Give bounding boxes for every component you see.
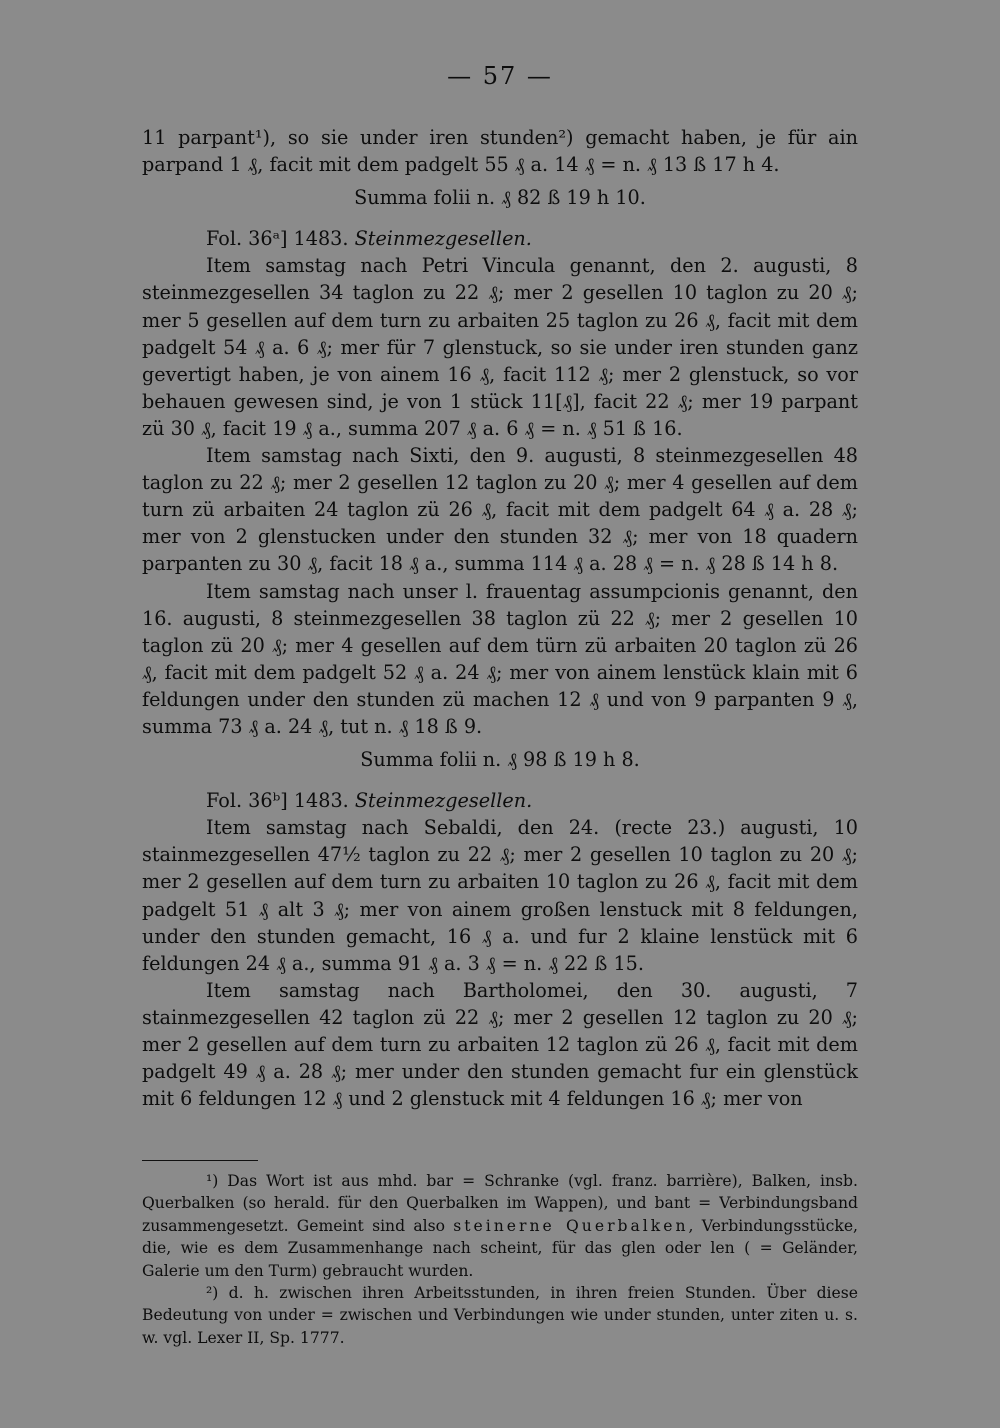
- footnote-emphasis: steinerne Querbalken: [453, 1216, 689, 1235]
- folio-title: Steinmezgesellen.: [354, 227, 532, 251]
- summa-line: Summa folii n. ₰ 98 ß 19 h 8.: [360, 748, 640, 772]
- paragraph: 11 parpant¹), so sie under iren stunden²) gemacht haben, je für ain parpand 1 ₰, facit mit dem padgelt 55 ₰ a. 14 ₰ = n. ₰ 13 ß 17 h 4.: [142, 126, 858, 177]
- footnote-text: ²) d. h. zwischen ihren Arbeitsstunden, in ihren freien Stunden. Über diese Bedeutung von under = zwischen und Verbindungen wie under stunden, unter ziten u. s. w. vgl. Lexer II, Sp. 1777.: [142, 1284, 858, 1347]
- folio-title: Steinmezgesellen.: [354, 789, 533, 813]
- folio-label: Fol. 36ᵃ] 1483.: [206, 227, 349, 251]
- folio-heading: [142, 787, 858, 814]
- footnote-divider: [142, 1160, 258, 1161]
- paragraph: Item samstag nach Sebaldi, den 24. (recte 23.) augusti, 10 stainmezgesellen 47½ taglon zu 22 ₰; mer 2 gesellen 10 taglon zu 20 ₰; mer 2 gesellen auf dem turn zu arbaiten 10 taglon zu 26 ₰, facit mit dem padgelt 51 ₰ alt 3 ₰; mer von ainem großen lenstuck mit 8 feldungen, under den stunden gemacht, 16 ₰ a. und fur 2 klaine lenstück mit 6 feldungen 24 ₰ a., summa 91 ₰ a. 3 ₰ = n. ₰ 22 ß 15.: [142, 816, 858, 975]
- paragraph: Item samstag nach Bartholomei, den 30. augusti, 7 stainmezgesellen 42 taglon zü 22 ₰; mer 2 gesellen 12 taglon zu 20 ₰; mer 2 gesellen auf dem turn zu arbaiten 12 taglon zü 26 ₰, facit mit dem padgelt 49 ₰ a. 28 ₰; mer under den stunden gemacht fur ein glenstück mit 6 feldungen 12 ₰ und 2 glenstuck mit 4 feldungen 16 ₰; mer von: [142, 978, 858, 1111]
- folio-heading: [142, 225, 858, 252]
- footnotes: [142, 1170, 858, 1349]
- footnote-text: , Verbindungsstücke, die, wie es dem Zusammenhange nach scheint, für das glen oder len ( = Geländer, Galerie um den Turm) gebraucht wurden.: [142, 1216, 859, 1280]
- summa-line: Summa folii n. ₰ 82 ß 19 h 10.: [354, 186, 646, 210]
- page-number: — 57 —: [447, 62, 553, 90]
- footnote: [142, 1170, 858, 1282]
- footnote-text: ¹) Das Wort ist aus mhd. bar = Schranke (vgl. franz. barrière), Balken, insb. Querbalken (so herald. für den Querbalken im Wappen), und bant = Verbindungsband zusammengesetzt. Gemeint sind also: [142, 1172, 858, 1235]
- paragraph: Item samstag nach Petri Vincula genannt, den 2. augusti, 8 steinmezgesellen 34 taglon zu 22 ₰; mer 2 gesellen 10 taglon zu 20 ₰; mer 5 gesellen auf dem turn zu arbaiten 25 taglon zu 26 ₰, facit mit dem padgelt 54 ₰ a. 6 ₰; mer für 7 glenstuck, so sie under iren stunden ganz gevertigt haben, je von ainem 16 ₰, facit 112 ₰; mer 2 glenstuck, so vor behauen gewesen sind, je von 1 stück 11[₰], facit 22 ₰; mer 19 parpant zü 30 ₰, facit 19 ₰ a., summa 207 ₰ a. 6 ₰ = n. ₰ 51 ß 16.: [142, 254, 858, 440]
- main-text: [142, 124, 858, 1112]
- paragraph: Item samstag nach Sixti, den 9. augusti, 8 steinmezgesellen 48 taglon zu 22 ₰; mer 2 gesellen 12 taglon zu 20 ₰; mer 4 gesellen auf dem turn zü arbaiten 24 taglon zü 26 ₰, facit mit dem padgelt 64 ₰ a. 28 ₰; mer von 2 glenstucken under den stunden 32 ₰; mer von 18 quadern parpanten zu 30 ₰, facit 18 ₰ a., summa 114 ₰ a. 28 ₰ = n. ₰ 28 ß 14 h 8.: [142, 444, 858, 576]
- footnote: [142, 1282, 858, 1349]
- folio-label: Fol. 36ᵇ] 1483.: [206, 789, 349, 813]
- paragraph: Item samstag nach unser l. frauentag assumpcionis genannt, den 16. augusti, 8 steinmezgesellen 38 taglon zü 22 ₰; mer 2 gesellen 10 taglon zü 20 ₰; mer 4 gesellen auf dem türn zü arbaiten 20 taglon zü 26 ₰, facit mit dem padgelt 52 ₰ a. 24 ₰; mer von ainem lenstück klain mit 6 feldungen under den stunden zü machen 12 ₰ und von 9 parpanten 9 ₰, summa 73 ₰ a. 24 ₰, tut n. ₰ 18 ß 9.: [142, 579, 858, 738]
